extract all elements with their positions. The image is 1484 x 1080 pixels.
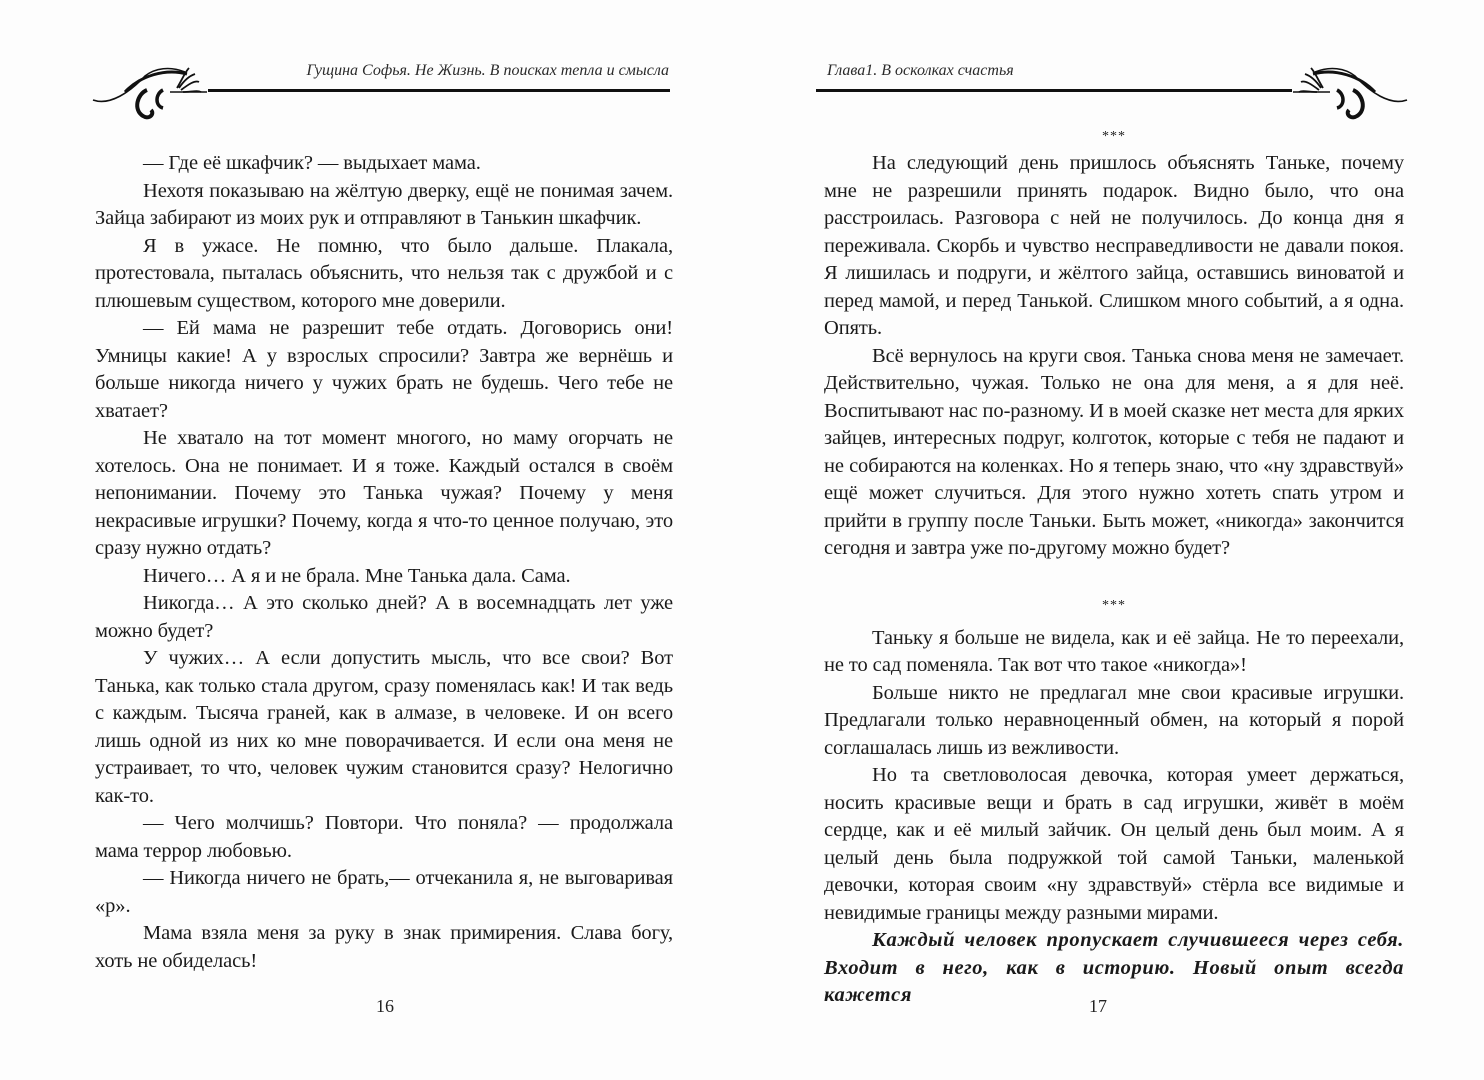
- paragraph: На следующий день пришлось объяснять Таньке, почему мне не разрешили принять подарок. Видно было, что она расстроилась. Разговора с ней не получилось. До конца дня я переживала. Скорбь и чувство несправедливости не давали покоя. Я лишилась и подруги, и жёлтого зайца, оставшись виноватой и перед мамой, и перед Танькой. Слишком много событий, а я одна. Опять.: [824, 152, 1404, 339]
- header-rule: [816, 89, 1292, 92]
- header-rule: [208, 89, 670, 92]
- paragraph: У чужих… А если допустить мысль, что все свои? Вот Танька, как только стала другом, сразу поменялась как! И так ведь с каждым. Тысяча граней, как в алмазе, в человеке. И он всего лишь одной из них ко мне поворачивается. И если она меня не устраивает, то что, человек чужим становится сразу? Нелогично как-то.: [95, 647, 673, 807]
- paragraph: Ничего… А я и не брала. Мне Танька дала. Сама.: [143, 564, 571, 587]
- paragraph: — Где её шкафчик? — выдыхает мама.: [143, 152, 481, 174]
- body-text: [95, 150, 673, 975]
- paragraph: Нехотя показываю на жёлтую дверку, ещё не понимая зачем. Зайца забирают из моих рук и отправляют в Танькин шкафчик.: [95, 179, 673, 229]
- paragraph: Всё вернулось на круги своя. Танька снова меня не замечает. Действительно, чужая. Только не она для меня, а я для неё. Воспитывают нас по-разному. И в моей сказке нет места для ярких зайцев, интересных подруг, колготок, которые с тебя не падают и не собираются на коленках. Но я теперь знаю, что «ну здравствуй» ещё может случиться. Для этого нужно хотеть спать утром и прийти в группу после Таньки. Быть может, «никогда» закончится сегодня и завтра уже по-другому можно будет?: [824, 344, 1404, 559]
- paragraph: Таньку я больше не видела, как и её зайца. Не то переехали, не то сад поменяла. Так вот что такое «никогда»!: [824, 626, 1404, 676]
- running-head-book-title: Гущина Софья. Не Жизнь. В поисках тепла и смысла: [306, 62, 669, 79]
- paragraph: Я в ужасе. Не помню, что было дальше. Плакала, протестовала, пыталась объяснить, что нельзя так с дружбой и с плюшевым существом, которого мне доверили.: [95, 234, 673, 312]
- flourish-ornament-icon: [1290, 62, 1415, 128]
- emphasized-paragraph: Каждый человек пропускает случившееся через себя. Входит в него, как в историю. Новый опыт всегда кажется: [824, 929, 1404, 1006]
- right-page: [742, 0, 1484, 1080]
- section-separator: ***: [1102, 129, 1126, 144]
- paragraph: — Чего молчишь? Повтори. Что поняла? — продолжала мама террор любовью.: [95, 812, 673, 862]
- paragraph: — Ей мама не разрешит тебе отдать. Договорись они! Умницы какие! А у взрослых спросили? Завтра же вернёшь и больше никогда ничего у чужих брать не будешь. Чего тебе не хватает?: [95, 317, 673, 422]
- running-head-chapter-title: Глава1. В осколках счастья: [827, 62, 1014, 79]
- page-number: 17: [1089, 996, 1107, 1016]
- paragraph: Мама взяла меня за руку в знак примирения. Слава богу, хоть не обиделась!: [95, 922, 673, 972]
- paragraph: Не хватало на тот момент многого, но маму огорчать не хотелось. Она не понимает. И я тоже. Каждый остался в своём непонимании. Почему это Танька чужая? Почему у меня некрасивые игрушки? Почему, когда я что-то ценное получаю, это сразу нужно отдать?: [95, 427, 673, 559]
- paragraph: Больше никто не предлагал мне свои красивые игрушки. Предлагали только неравноценный обмен, на который я порой соглашалась лишь из вежливости.: [824, 681, 1404, 759]
- flourish-ornament-icon: [85, 62, 210, 128]
- paragraph: — Никогда ничего не брать,— отчеканила я, не выговаривая «р».: [95, 867, 673, 917]
- section-separator: ***: [1102, 597, 1126, 613]
- paragraph: Никогда… А это сколько дней? А в восемнадцать лет уже можно будет?: [95, 592, 673, 642]
- paragraph: Но та светловолосая девочка, которая умеет держаться, носить красивые вещи и брать в сад игрушки, живёт в моём сердце, как и её милый зайчик. Он целый день был моим. А я целый день была подружкой той самой Таньки, маленькой девочки, которая своим «ну здравствуй» стёрла все видимые и невидимые границы между разными мирами.: [824, 764, 1404, 924]
- body-text: [824, 124, 1404, 1010]
- page-number: 16: [376, 996, 394, 1016]
